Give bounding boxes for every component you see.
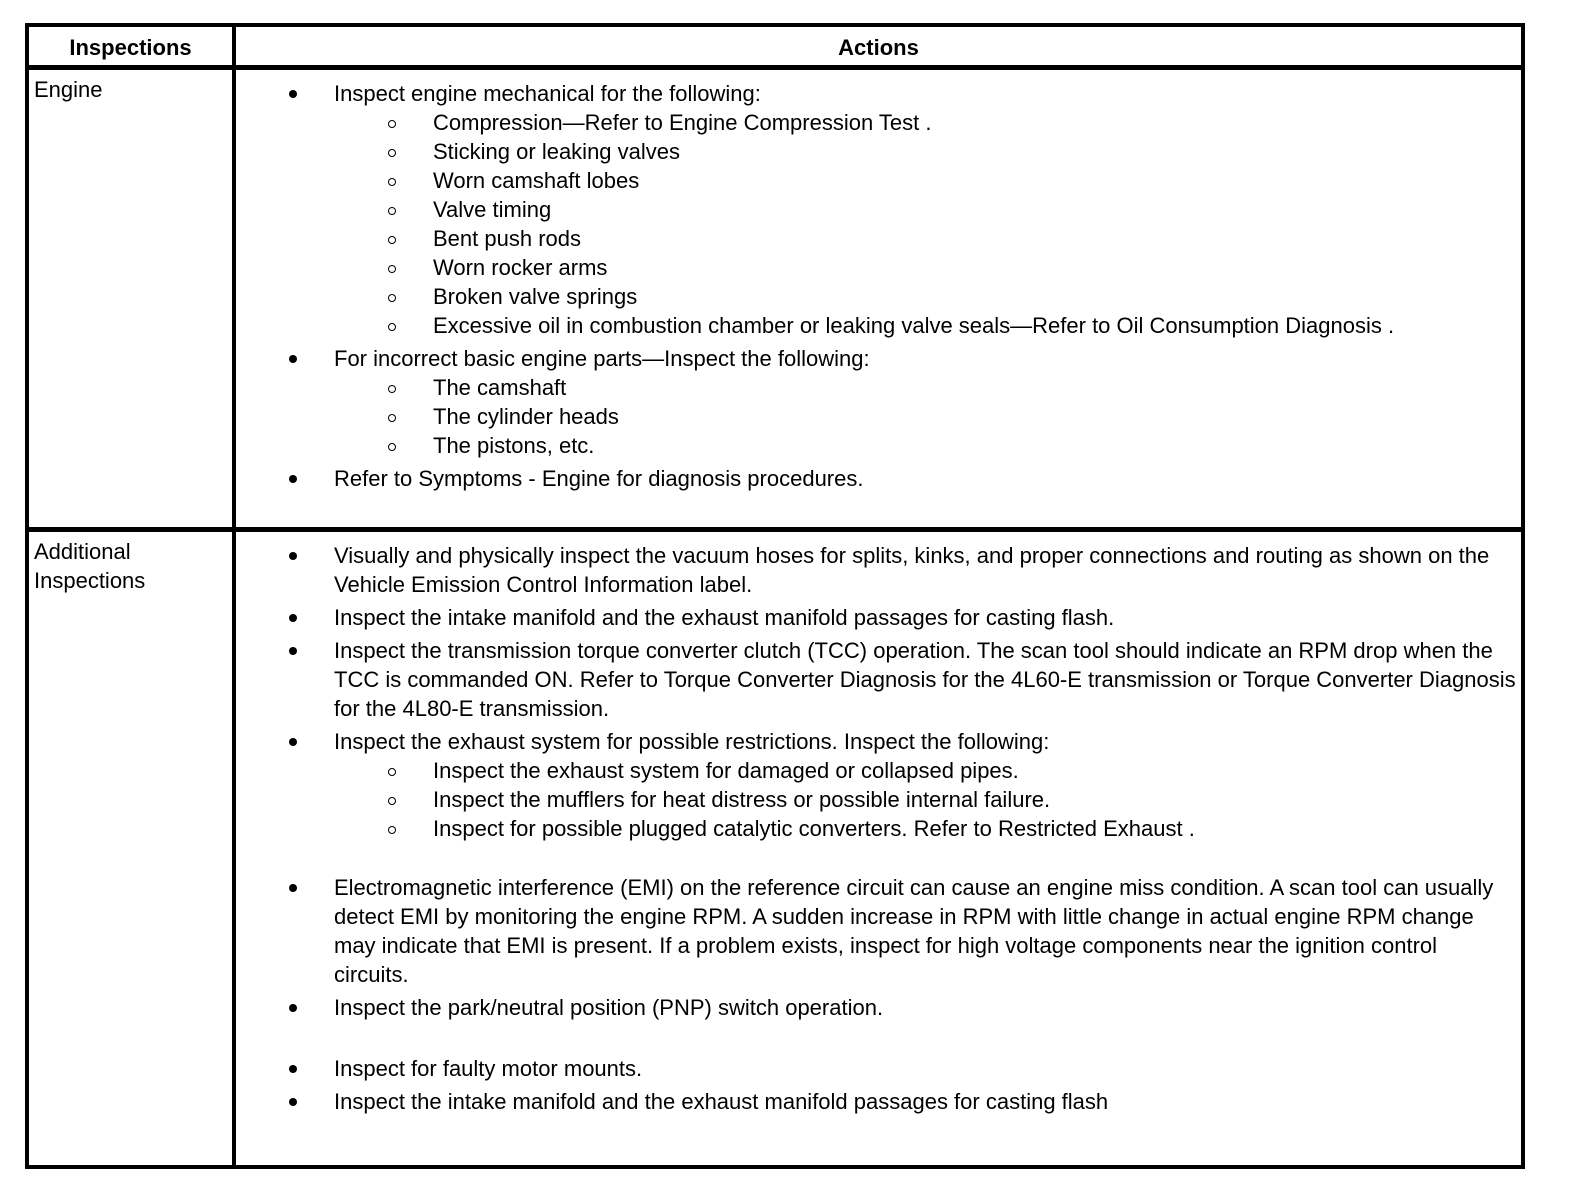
list-item: Inspect the intake manifold and the exhaust manifold passages for casting flash: [236, 1087, 1517, 1116]
list-item: Visually and physically inspect the vacuum hoses for splits, kinks, and proper connections and routing as shown on the Vehicle Emission Control Information label.: [236, 541, 1517, 599]
sub-item: Broken valve springs: [236, 282, 1521, 311]
list-item: Inspect for faulty motor mounts.: [236, 1054, 1517, 1083]
additional-actions: [236, 541, 1521, 1120]
label-line: Inspections: [34, 568, 146, 593]
sub-item: The camshaft: [236, 373, 1521, 402]
header-inspections: Inspections: [69, 35, 192, 60]
sub-item: Worn rocker arms: [236, 253, 1521, 282]
bullet-text: Inspect engine mechanical for the following:: [334, 81, 761, 106]
sub-item: Worn camshaft lobes: [236, 166, 1521, 195]
bullet-text: For incorrect basic engine parts—Inspect the following:: [334, 346, 870, 371]
engine-actions: [236, 79, 1521, 497]
header-actions: Actions: [838, 35, 919, 60]
list-item: [236, 727, 1517, 843]
sub-item: Valve timing: [236, 195, 1521, 224]
bullet-text: Inspect the exhaust system for possible restrictions. Inspect the following:: [334, 729, 1050, 754]
row-label-engine: Engine: [34, 77, 103, 102]
sub-item: Sticking or leaking valves: [236, 137, 1521, 166]
sub-item: Inspect the exhaust system for damaged or collapsed pipes.: [236, 756, 1517, 785]
label-line: Additional: [34, 539, 131, 564]
sub-item: The cylinder heads: [236, 402, 1521, 431]
list-item: Inspect the park/neutral position (PNP) switch operation.: [236, 993, 1517, 1022]
list-item: Refer to Symptoms - Engine for diagnosis procedures.: [236, 464, 1521, 493]
spacer: [236, 847, 1517, 873]
sub-item: The pistons, etc.: [236, 431, 1521, 460]
inspection-table: [25, 23, 1525, 1169]
list-item: [236, 79, 1521, 340]
sub-item: Bent push rods: [236, 224, 1521, 253]
list-item: Inspect the intake manifold and the exhaust manifold passages for casting flash.: [236, 603, 1517, 632]
spacer: [236, 1026, 1517, 1054]
sub-item: Inspect the mufflers for heat distress or possible internal failure.: [236, 785, 1517, 814]
sub-item: Excessive oil in combustion chamber or leaking valve seals—Refer to Oil Consumption Diagnosis .: [236, 311, 1521, 340]
row-label-additional: [34, 537, 145, 595]
sub-item: Inspect for possible plugged catalytic converters. Refer to Restricted Exhaust .: [236, 814, 1517, 843]
list-item: [236, 344, 1521, 460]
list-item: Inspect the transmission torque converter clutch (TCC) operation. The scan tool should indicate an RPM drop when the TCC is commanded ON. Refer to Torque Converter Diagnosis for the 4L60-E transmission or Torque Converter Diagnosis for the 4L80-E transmission.: [236, 636, 1517, 723]
row-divider: [29, 527, 1521, 532]
list-item: Electromagnetic interference (EMI) on the reference circuit can cause an engine miss condition. A scan tool can usually detect EMI by monitoring the engine RPM. A sudden increase in RPM with little change in actual engine RPM change may indicate that EMI is present. If a problem exists, inspect for high voltage components near the ignition control circuits.: [236, 873, 1517, 989]
sub-item: Compression—Refer to Engine Compression Test .: [236, 108, 1521, 137]
